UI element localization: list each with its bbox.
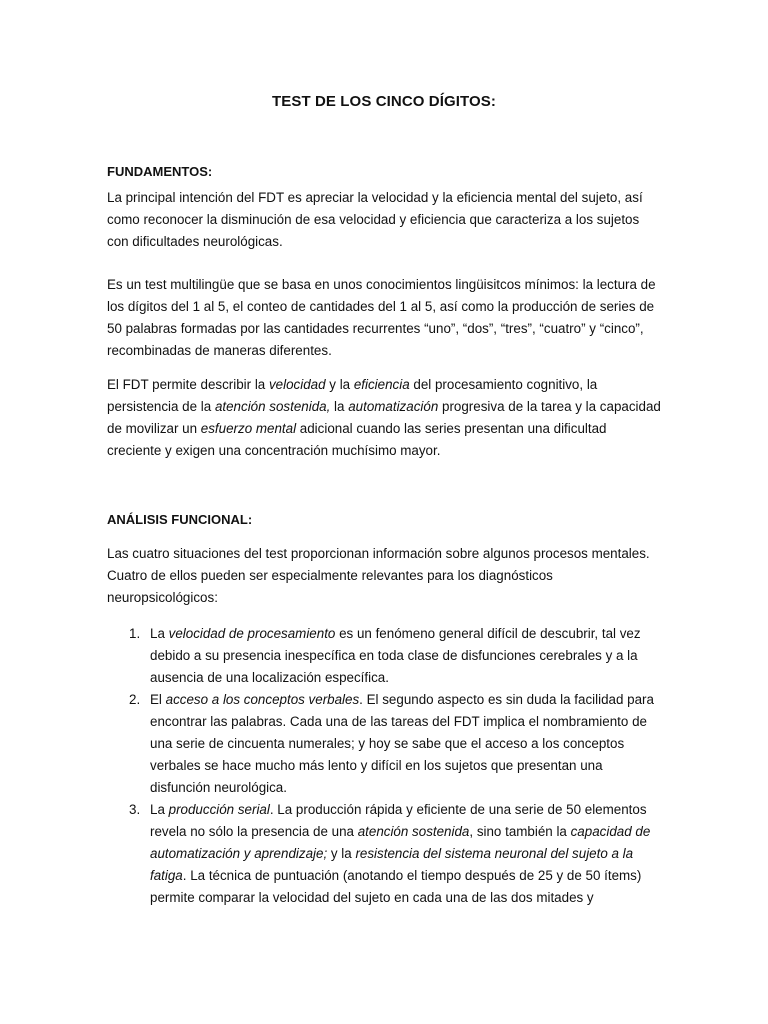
text-run: progresiva de la tarea y la capacidad de movilizar un [107,399,661,436]
italic-run: atención sostenida [357,824,470,839]
text-run: . La producción rápida y eficiente de una serie de 50 elementos revela no sólo la presencia de una [150,802,647,839]
list-number: 1. [129,626,141,641]
text-run: El [150,692,166,707]
italic-run: automatización [348,399,439,414]
paragraph-1: La principal intención del FDT es apreciar la velocidad y la eficiencia mental del sujeto, así como reconocer la disminución de esa velocidad y eficiencia que caracteriza a los sujetos con dificultades neurológicas. [107,190,643,249]
italic-run: atención sostenida, [214,399,331,414]
text-run: . El segundo aspecto es sin duda la facilidad para encontrar las palabras. Cada una de las tareas del FDT implica el nombramiento de una serie de cincuenta numerales; y hoy se sabe que el acceso a los conceptos verbales se hace mucho más lento y difícil en los sujetos que presentan una disfunción neurológica. [150,692,654,795]
section-heading-fundamentos: FUNDAMENTOS: [107,164,213,179]
italic-run: capacidad de automatización y aprendizaje; [150,824,651,861]
italic-run: eficiencia [353,377,410,392]
text-run: , sino también la [469,824,571,839]
list-number: 3. [129,802,141,817]
italic-run: velocidad [268,377,326,392]
text-run: adicional cuando las series presentan una dificultad creciente y exigen una concentración muchísimo mayor. [107,421,607,458]
section-heading-analisis-funcional: ANÁLISIS FUNCIONAL: [107,512,253,527]
text-run: El FDT permite describir la [107,377,269,392]
list-item [107,689,663,799]
italic-run: producción serial [168,802,270,817]
paragraph-2: Es un test multilingüe que se basa en unos conocimientos lingüisitcos mínimos: la lectura de los dígitos del 1 al 5, el conteo de cantidades del 1 al 5, así como la producción de series de 50 palabras formadas por las cantidades recurrentes “uno”, “dos”, “tres”, “cuatro” y “cinco”, recombinadas de maneras diferentes. [107,277,656,358]
text-run: la [330,399,349,414]
text-run: y la [327,846,356,861]
italic-run: acceso a los conceptos verbales [165,692,360,707]
text-run: del procesamiento cognitivo, la persistencia de la [107,377,598,414]
list-number: 2. [129,692,141,707]
document-title: TEST DE LOS CINCO DÍGITOS: [271,93,496,110]
numbered-list [107,623,663,909]
text-run: es un fenómeno general difícil de descubrir, tal vez debido a su presencia inespecífica en toda clase de disfunciones cerebrales y a la ausencia de una localización específica. [150,626,641,685]
italic-run: resistencia del sistema neuronal del sujeto a la fatiga [150,846,634,883]
list-item [107,623,663,689]
italic-run: esfuerzo mental [200,421,297,436]
paragraph-4: Las cuatro situaciones del test proporcionan información sobre algunos procesos mentales. Cuatro de ellos pueden ser especialmente relevantes para los diagnósticos neuropsicológicos: [107,546,650,605]
text-run: . La técnica de puntuación (anotando el tiempo después de 25 y de 50 ítems) permite comparar la velocidad del sujeto en cada una de las dos mitades y [150,868,642,905]
list-item [107,799,663,909]
text-run: La [150,626,169,641]
text-run: La [150,802,169,817]
paragraph-3 [107,374,663,462]
italic-run: velocidad de procesamiento [168,626,336,641]
text-run: y la [325,377,354,392]
